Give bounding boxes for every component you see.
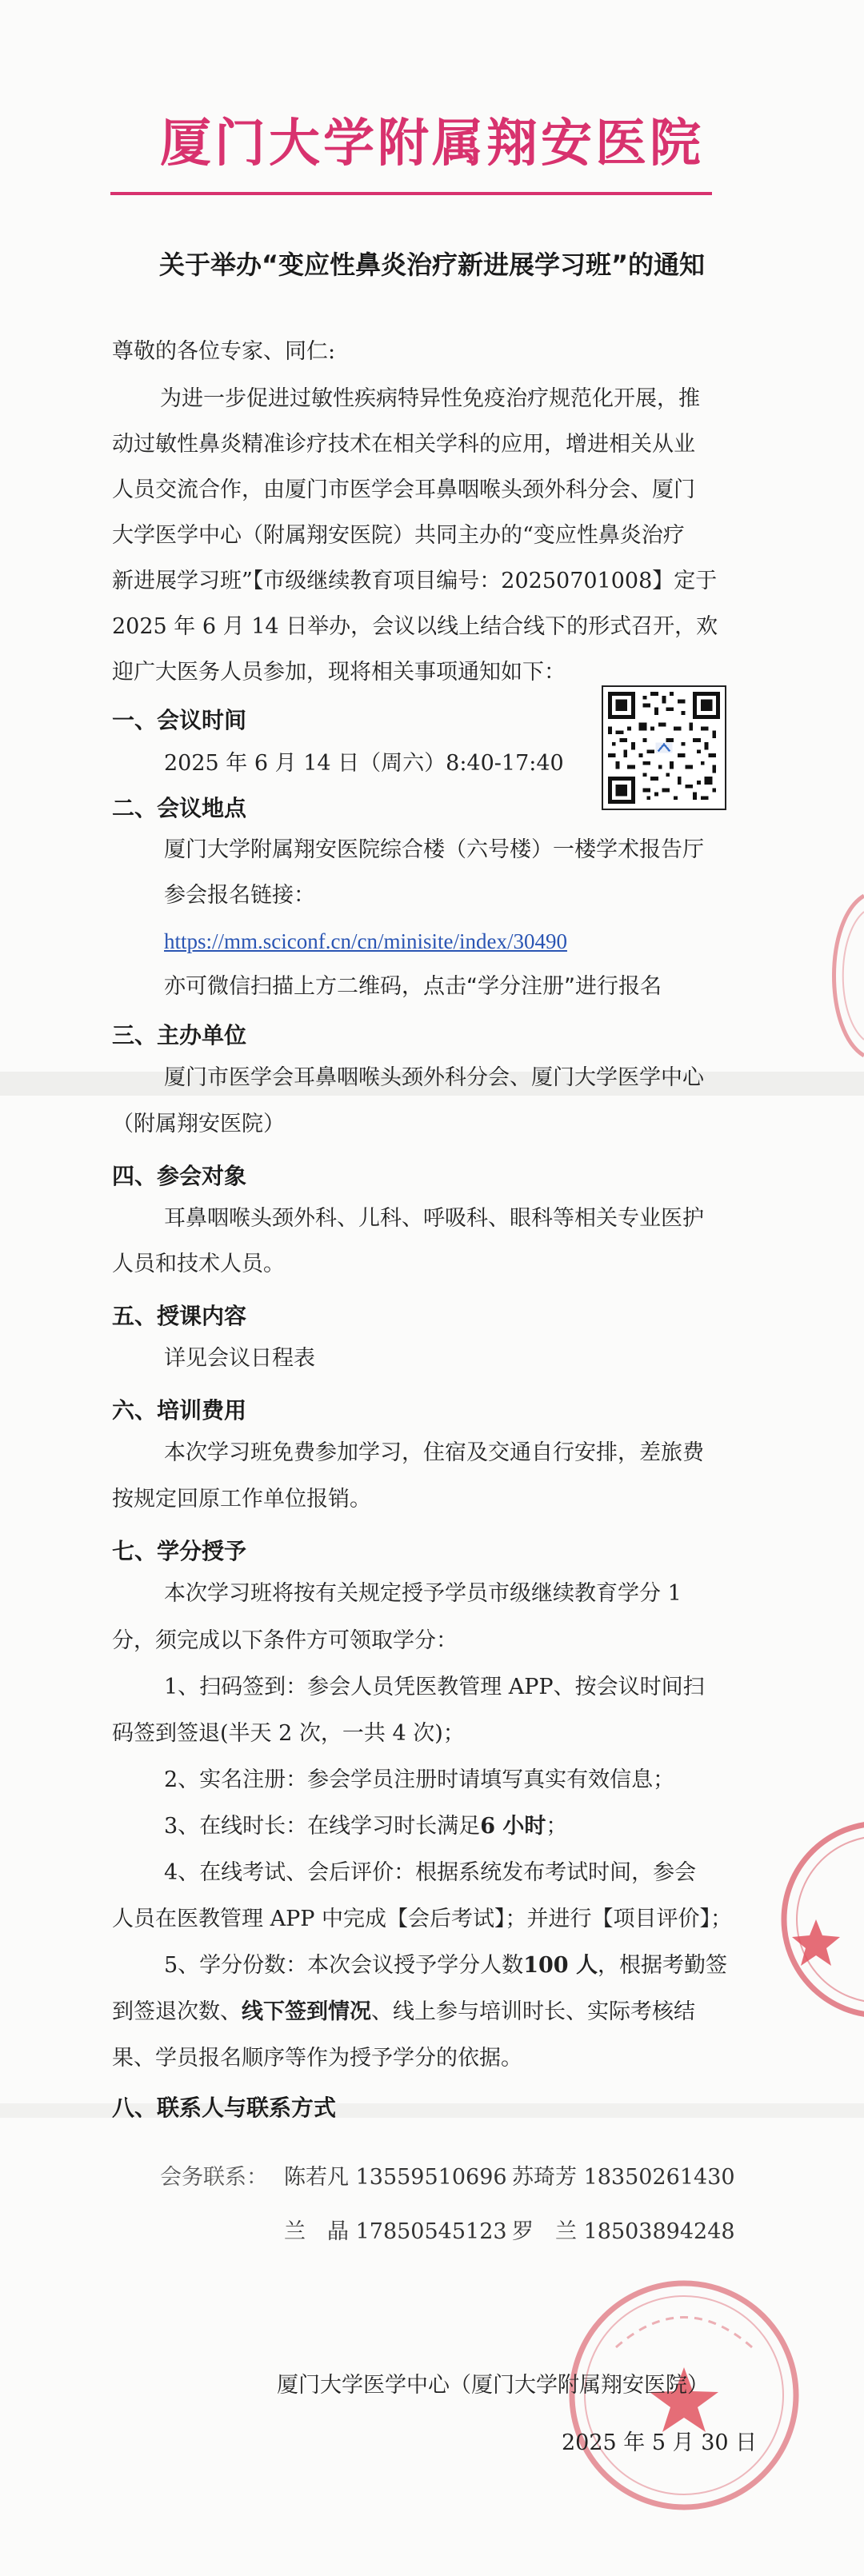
- qr-code-icon: [608, 692, 720, 804]
- organizer-line: 厦门市医学会耳鼻咽喉头颈外科分会、厦门大学医学中心: [164, 1065, 704, 1090]
- condition-text: 5、学分份数：本次会议授予学分人数: [164, 1953, 524, 1978]
- official-seal-stamp: [776, 1799, 864, 2039]
- audience-line: 耳鼻咽喉头颈外科、儿科、呼吸科、眼科等相关专业医护: [164, 1206, 704, 1231]
- intro-line: 动过敏性鼻炎精准诊疗技术在相关学科的应用，增进相关从业: [112, 432, 695, 457]
- contact-phone: 18503894248: [583, 2219, 735, 2244]
- intro-line: 大学医学中心（附属翔安医院）共同主办的“变应性鼻炎治疗: [112, 523, 685, 548]
- contact-phone: 18350261430: [583, 2165, 735, 2190]
- intro-line: 为进一步促进过敏性疾病特异性免疫治疗规范化开展，推: [160, 386, 700, 411]
- signing-organization: 厦门大学医学中心（厦门大学附属翔安医院）: [277, 2373, 709, 2398]
- credit-condition-5: [164, 1951, 727, 1980]
- letterhead-rule: [110, 192, 712, 195]
- condition-emphasis: 6 小时: [480, 1814, 546, 1839]
- condition-text: 、线上参与培训时长、实际考核结: [371, 1999, 695, 2024]
- fees-line: 按规定回原工作单位报销。: [112, 1487, 371, 1512]
- registration-link[interactable]: [164, 927, 567, 957]
- contact-name: 兰 晶: [284, 2219, 349, 2244]
- contact-phone: 17850545123: [355, 2219, 507, 2244]
- registration-link-label: 参会报名链接：: [164, 883, 315, 908]
- credit-condition-1: 码签到签退(半天 2 次，一共 4 次)；: [112, 1721, 465, 1746]
- credit-condition-5: [112, 1998, 695, 2027]
- hospital-letterhead: 厦门大学附属翔安医院: [160, 114, 704, 174]
- condition-text: 3、在线时长：在线学习时长满足: [164, 1814, 481, 1839]
- credit-condition-1: 1、扫码签到：参会人员凭医教管理 APP、按会议时间扫: [164, 1675, 705, 1699]
- condition-emphasis: 100 人: [523, 1953, 598, 1978]
- partial-seal-stamp: [816, 888, 864, 1064]
- credit-condition-4: 4、在线考试、会后评价：根据系统发布考试时间，参会: [164, 1860, 697, 1885]
- contact-name: 陈若凡: [284, 2165, 349, 2190]
- credit-condition-5: 果、学员报名顺序等作为授予学分的依据。: [112, 2046, 522, 2071]
- credit-condition-4: 人员在医教管理 APP 中完成【会后考试】；并进行【项目评价】；: [112, 1907, 732, 1931]
- condition-text: 到签退次数、: [112, 1999, 242, 2024]
- section-heading-organizer: 三、主办单位: [112, 1022, 247, 1048]
- signing-date: 2025 年 5 月 30 日: [562, 2430, 758, 2455]
- credit-condition-2: 2、实名注册：参会学员注册时请填写真实有效信息；: [164, 1767, 675, 1792]
- wechat-note: 亦可微信扫描上方二维码，点击“学分注册”进行报名: [164, 974, 662, 999]
- section-heading-contacts: 八、联系人与联系方式: [112, 2095, 337, 2121]
- condition-text: ，根据考勤签: [597, 1953, 727, 1978]
- intro-line: 2025 年 6 月 14 日举办，会议以线上结合线下的形式召开，欢: [112, 614, 718, 639]
- contact-entry: [512, 2159, 735, 2191]
- credit-condition-3: [164, 1812, 567, 1841]
- section-heading-meeting-time: 一、会议时间: [112, 707, 247, 733]
- registration-qr-code[interactable]: [602, 685, 726, 810]
- intro-line: 迎广大医务人员参加，现将相关事项通知如下：: [112, 660, 566, 685]
- content-line: 详见会议日程表: [164, 1346, 315, 1371]
- meeting-time: 2025 年 6 月 14 日（周六）8:40-17:40: [164, 751, 564, 776]
- notice-title: 关于举办“变应性鼻炎治疗新进展学习班”的通知: [158, 250, 706, 280]
- contact-phone: 13559510696: [355, 2165, 507, 2190]
- audience-line: 人员和技术人员。: [112, 1252, 285, 1276]
- contacts-label: 会务联系：: [160, 2165, 268, 2190]
- fees-line: 本次学习班免费参加学习，住宿及交通自行安排，差旅费: [164, 1440, 704, 1465]
- section-heading-credits: 七、学分授予: [112, 1538, 247, 1564]
- contact-name: 罗 兰: [512, 2219, 577, 2244]
- salutation: 尊敬的各位专家、同仁:: [112, 339, 336, 364]
- condition-text: ；: [546, 1814, 568, 1839]
- intro-line: 人员交流合作，由厦门市医学会耳鼻咽喉头颈外科分会、厦门: [112, 477, 695, 502]
- section-heading-venue: 二、会议地点: [112, 795, 247, 821]
- contact-entry: [284, 2159, 507, 2191]
- contact-entry: [284, 2214, 507, 2245]
- organizer-line: （附属翔安医院）: [112, 1112, 285, 1136]
- intro-line: 新进展学习班”【市级继续教育项目编号：20250701008】定于: [112, 569, 718, 593]
- section-heading-fees: 六、培训费用: [112, 1397, 247, 1424]
- condition-emphasis: 线下签到情况: [242, 1999, 371, 2024]
- registration-link-url[interactable]: https://mm.sciconf.cn/cn/minisite/index/30490: [164, 929, 567, 953]
- section-heading-audience: 四、参会对象: [112, 1163, 247, 1189]
- contact-entry: [512, 2214, 735, 2245]
- credits-line: 分，须完成以下条件方可领取学分：: [112, 1628, 458, 1653]
- section-heading-content: 五、授课内容: [112, 1303, 247, 1329]
- credits-line: 本次学习班将按有关规定授予学员市级继续教育学分 1: [164, 1581, 682, 1606]
- venue: 厦门大学附属翔安医院综合楼（六号楼）一楼学术报告厅: [164, 837, 704, 862]
- contact-name: 苏琦芳: [512, 2165, 577, 2190]
